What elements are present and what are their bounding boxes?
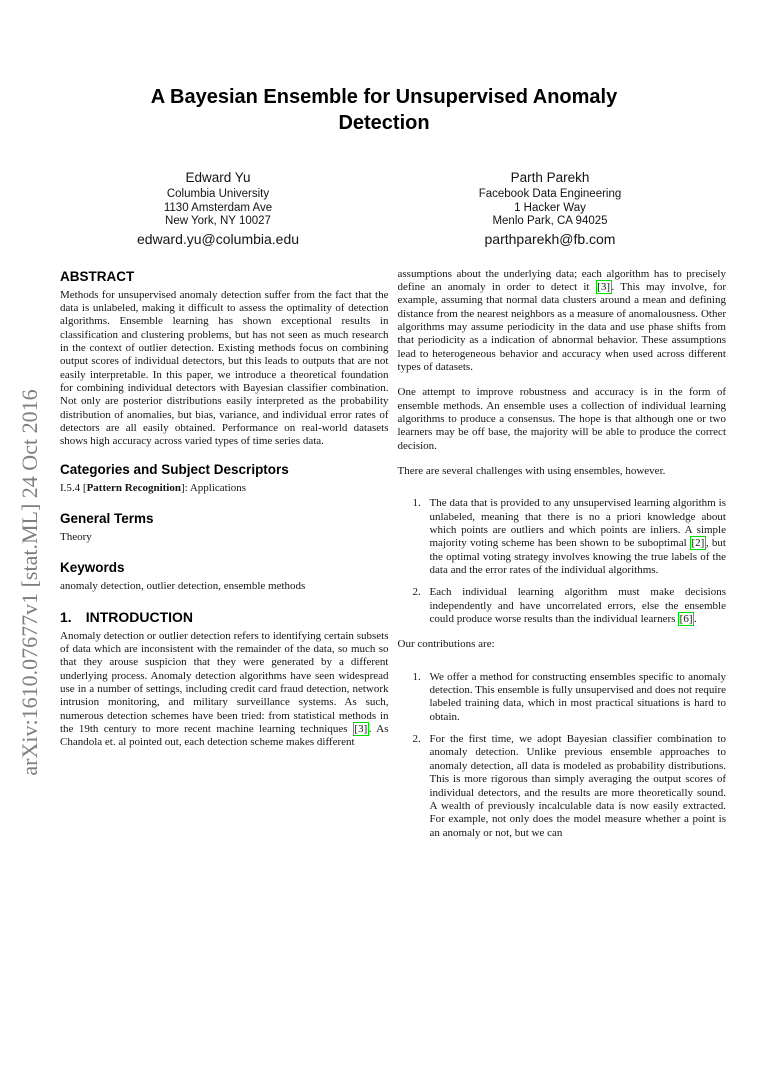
contributions-intro: Our contributions are: xyxy=(397,638,495,651)
list-item xyxy=(413,586,727,626)
general-terms-heading: General Terms xyxy=(60,510,154,526)
challenge-2-before: Each individual learning algorithm must make decisions independently and have uncorrelated errors, else the ensemble could produce worse results than the individual learners xyxy=(429,586,726,626)
author-2-name: Parth Parekh xyxy=(510,170,590,185)
citation-link-3[interactable]: [3] xyxy=(354,723,368,736)
section-title: INTRODUCTION xyxy=(85,608,194,625)
paper-title: A Bayesian Ensemble for Unsupervised Anomaly Detection xyxy=(150,86,618,134)
paper-page xyxy=(0,84,768,1078)
author-2-email: parthparekh@fb.com xyxy=(484,230,616,247)
challenges-intro: There are several challenges with using ensembles, however. xyxy=(397,464,666,477)
list-item xyxy=(413,733,727,840)
section-number: 1. xyxy=(60,608,72,625)
arxiv-watermark: arXiv:1610.07677v1 [stat.ML] 24 Oct 2016 xyxy=(17,389,42,776)
keywords-heading: Keywords xyxy=(60,560,125,576)
author-2-affiliation: Facebook Data Engineering xyxy=(478,188,622,200)
challenge-1-after: , but the optimal voting strategy involves knowing the true labels of the data and the error rates of the individual algorithms. xyxy=(429,537,726,577)
author-1-name: Edward Yu xyxy=(185,170,251,185)
categories-term: Pattern Recognition xyxy=(86,481,181,494)
introduction-paragraph xyxy=(60,630,389,750)
author-2-address: 1 Hacker Way xyxy=(514,201,586,214)
list-item-number: 1. xyxy=(412,497,421,510)
list-item-text xyxy=(430,586,727,626)
list-item-text: We offer a method for constructing ensembles specific to anomaly detection. This ensemble is fully unsupervised and does not require labeled training data, which in most practical situations is hard to obtain. xyxy=(429,670,726,723)
contributions-list xyxy=(398,671,727,840)
list-item-number: 2. xyxy=(412,586,421,599)
author-1-email: edward.yu@columbia.edu xyxy=(136,230,300,247)
author-1-affiliation: Columbia University xyxy=(166,188,270,200)
ensembles-paragraph: One attempt to improve robustness and accuracy is in the form of ensemble methods. An ensemble uses a collection of individual learning algorithms to produce a consensus. The hope is that although one or two learners may be off base, the majority will be able to produce the correct decision. xyxy=(397,386,726,452)
introduction-heading xyxy=(60,609,389,626)
keywords-text: anomaly detection, outlier detection, ensemble methods xyxy=(60,580,306,593)
list-item xyxy=(413,497,727,577)
two-column-body xyxy=(60,268,726,849)
author-2 xyxy=(384,170,716,247)
categories-suffix: ]: Applications xyxy=(180,481,247,494)
categories-text xyxy=(60,482,389,495)
list-item xyxy=(413,671,727,724)
assumptions-paragraph xyxy=(398,268,727,375)
right-column xyxy=(398,268,727,849)
categories-prefix: I.5.4 [ xyxy=(60,481,87,494)
author-1-address: 1130 Amsterdam Ave xyxy=(163,201,273,214)
intro-text-after: . As Chandola et. al pointed out, each detection scheme makes different xyxy=(60,723,389,749)
general-terms-text: Theory xyxy=(60,530,92,543)
abstract-text: Methods for unsupervised anomaly detection suffer from the fact that the data is unlabeled, making it difficult to assess the optimality of detection algorithms. Ensemble learning has shown exceptional results in classification and clustering problems, but has not seen as much research in the context of outlier detection. Existing methods focus on combining output scores of individual detectors, but this leads to outputs that are not easily interpretable. In this paper, we introduce a theoretical foundation for combining individual detectors with Bayesian classifier combination. Not only are posterior distributions easily interpreted as the probability distribution of anomalies, but bias, variance, and individual error rates of detectors are all easily obtained. Performance on real-world datasets shows high accuracy across varied types of time series data. xyxy=(60,288,389,448)
challenge-1-before: The data that is provided to any unsupervised learning algorithm is unlabeled, meaning that there is no a priori knowledge about which points are outliers and which points are inliers. A simple majority voting scheme has been shown to be suboptimal xyxy=(429,497,726,550)
author-block xyxy=(52,170,716,247)
citation-link-2[interactable]: [2] xyxy=(691,537,705,550)
challenge-2-after: . xyxy=(693,613,697,626)
citation-link-3b[interactable]: [3] xyxy=(597,280,611,293)
author-1 xyxy=(52,170,384,247)
list-item-number: 2. xyxy=(412,733,421,746)
challenges-list xyxy=(398,497,727,626)
left-column xyxy=(60,268,389,849)
author-2-city: Menlo Park, CA 94025 xyxy=(492,215,608,227)
author-1-city: New York, NY 10027 xyxy=(165,215,271,227)
categories-heading: Categories and Subject Descriptors xyxy=(60,461,289,477)
intro-text-before: Anomaly detection or outlier detection refers to identifying certain subsets of data which are inconsistent with the remainder of the data, so much so that they arouse suspicion that they were generated by a different underlying process. Anomaly detection algorithms have seen widespread use in a number of settings, including credit card fraud detection, network intrusion monitoring, and military surveillance systems. As such, numerous detection schemes have been tried: from statistical methods in the 19th century to more recent machine learning techniques xyxy=(60,629,389,736)
abstract-heading: ABSTRACT xyxy=(60,268,135,284)
p1-text-after: . This may involve, for example, assuming that normal data clusters around a mean and defining distance from the nearest neighbors as a measure of anomalousness. Other algorithms may assume periodicity in the data and use phase shifts from that periodicity as a indication of abnormal behavior. These assumptions lead to heterogeneous behavior and accuracy when used across different types of datasets. xyxy=(397,280,727,373)
citation-link-6[interactable]: [6] xyxy=(679,613,693,626)
p1-text-before: assumptions about the underlying data; each algorithm has to precisely define an anomaly in order to detect it xyxy=(397,267,726,293)
list-item-number: 1. xyxy=(412,670,421,683)
list-item-text xyxy=(430,497,727,577)
list-item-text: For the first time, we adopt Bayesian classifier combination to anomaly detection. Unlike previous ensemble approaches to anomaly detection, all data is modeled as probability distributions. This is more rigorous than simply averaging the output scores of individual detectors, and the results are more theoretically sound. A wealth of previously incalculable data is now easily extracted. For example, not only does the model measure whether a point is an anomaly or not, but we can xyxy=(429,733,726,839)
